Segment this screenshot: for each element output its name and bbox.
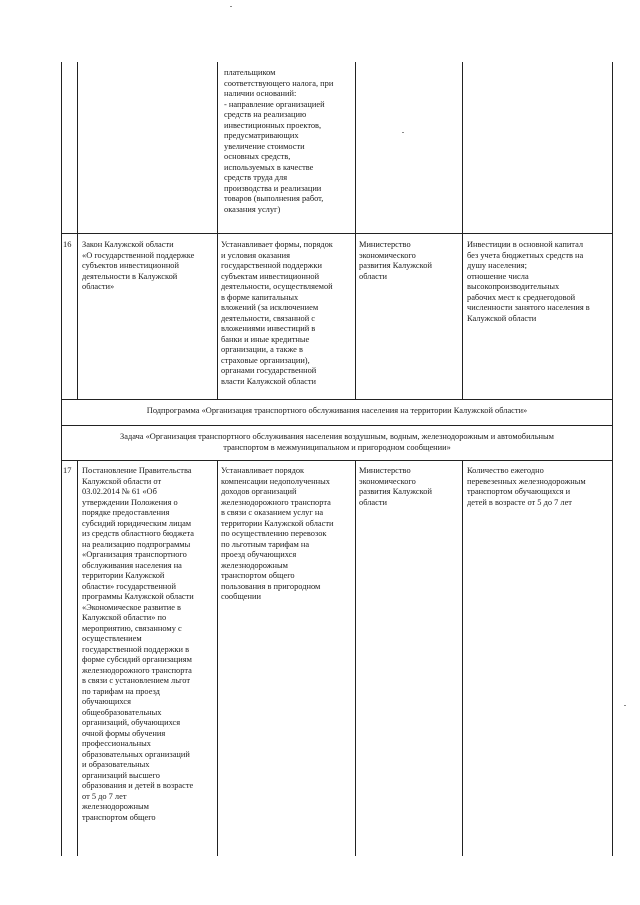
table-border-right [612,62,613,856]
table-border-left [61,62,62,856]
column-divider [77,460,78,856]
scan-speck [230,6,232,7]
row-number: 16 [63,240,72,249]
scan-speck [402,132,404,133]
column-divider [462,62,463,399]
legal-act: Закон Калужской области «О государственной поддержке субъектов инвестиционной деятельности в Калужской области» [82,240,195,291]
measure-description: Устанавливает порядок компенсации недополученных доходов организаций железнодорожного транспорта в связи с оказанием услуг на территории Калужской области по осуществлению перевозок по льготным тарифам на проезд обучающихся железнодорожным транспортом общего пользования в пригородном сообщении [221,466,334,601]
row-divider [61,399,613,400]
task-heading: Задача «Организация транспортного обслуживания населения воздушным, водным, железнодорожным и автомобильным транспортом в межмуниципальном и пригородном сообщении» [120,432,554,452]
row-divider [61,460,613,461]
scan-speck [624,705,626,706]
row-number: 17 [63,466,72,475]
column-divider [77,62,78,399]
responsible-executor: Министерство экономического развития Калужской области [359,466,432,507]
target-indicator: Инвестиции в основной капитал без учета бюджетных средств на душу населения; отношение числа высокопроизводительных рабочих мест к среднегодовой численности занятого населения в Калужской области [467,240,590,323]
responsible-executor: Министерство экономического развития Калужской области [359,240,432,281]
column-divider [355,460,356,856]
target-indicator: Количество ежегодно перевезенных железнодорожным транспортом обучающихся и детей в возрасте от 5 до 7 лет [467,466,586,507]
measure-description: Устанавливает формы, порядок и условия оказания государственной поддержки субъектам инвестиционной деятельности, осуществляемой в форме капитальных вложений (за исключением деятельности, связанной с вложениями инвестиций в банки и иные кредитные организации, а также в страховые организации), органами государственной власти Калужской области [221,240,333,386]
legal-act: Постановление Правительства Калужской области от 03.02.2014 № 61 «Об утверждении Положения о порядке предоставления субсидий юридическим лицам из средств областного бюджета на реализацию подпрограммы «Организация транспортного обслуживания населения на территории Калужской области» государственной программы Калужской области «Экономическое развитие в Калужской области» по мероприятию, связанному с осуществлением государственной поддержки в форме субсидий организациям железнодорожного транспорта в связи с установлением льгот по тарифам на проезд обучающихся общеобразовательных организаций, обучающихся очной формы обучения профессиональных образовательных организаций и образовательных организаций высшего образования и детей в возрасте от 5 до 7 лет железнодорожным транспортом общего [82,466,194,822]
column-divider [462,460,463,856]
row-divider [61,233,613,234]
column-divider [217,460,218,856]
column-divider [355,62,356,399]
row-divider [61,425,613,426]
measure-description-continued: плательщиком соответствующего налога, при наличии оснований: - направление организацией средств на реализацию инвестиционных проектов, предусматривающих увеличение стоимости основных средств, используемых в качестве средств труда для производства и реализации товаров (выполнения работ, оказания услуг) [224,68,334,214]
column-divider [217,62,218,399]
subprogram-heading: Подпрограмма «Организация транспортного обслуживания населения на территории Калужской области» [146,406,528,415]
